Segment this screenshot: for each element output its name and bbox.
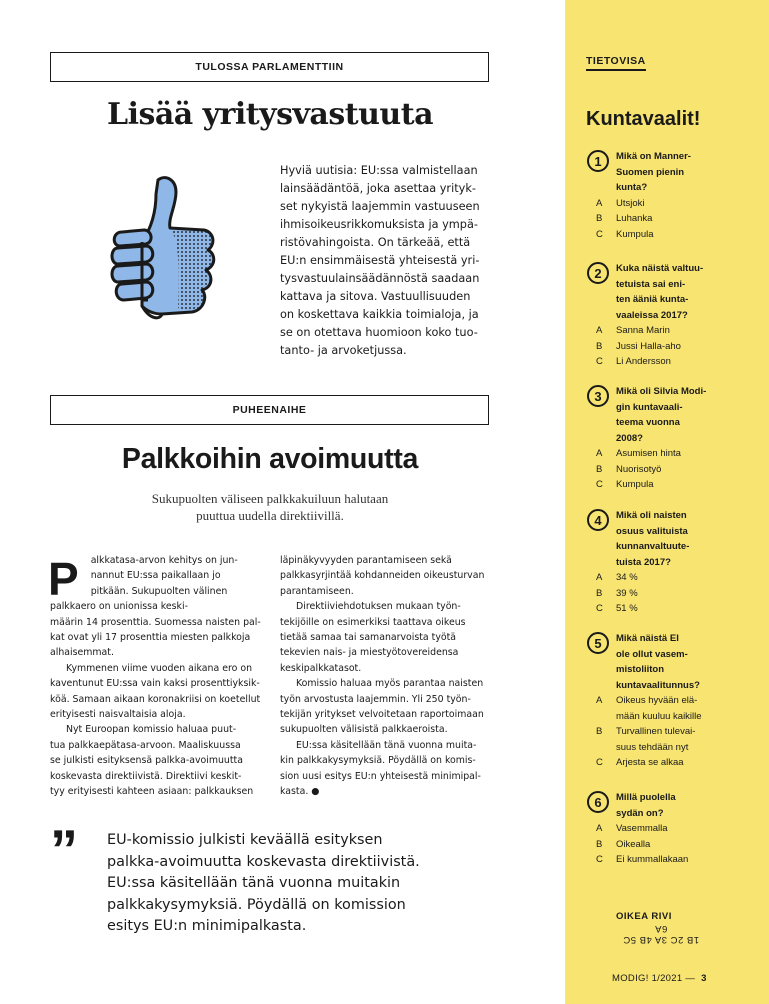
thumbs-up-icon (100, 170, 220, 332)
body-line: tekevien nais- ja miestyötovereidensa (280, 647, 459, 659)
article-title: Lisää yritysvastuuta (106, 97, 434, 132)
question-line: tuista 2017? (616, 556, 671, 568)
body-line: Komissio haluaa myös parantaa naisten (296, 678, 484, 690)
question-line: sydän on? (616, 807, 664, 819)
answer-option (596, 724, 696, 753)
option-text-line: Vasemmalla (616, 823, 668, 834)
answer-option (596, 755, 684, 771)
intro-line: on koskettava kaikkia toimialoja, ja (280, 308, 479, 321)
body-line: tua palkkaepätasa-arvoon. Maaliskuussa (50, 739, 241, 751)
answer-option (596, 339, 681, 355)
body-line: tietää samaa tai samanarvoista työtä (280, 632, 457, 644)
question-line: osuus valituista (616, 525, 688, 537)
option-letter: C (596, 228, 603, 240)
question-line: 2008? (616, 432, 643, 444)
body-line: Nyt Euroopan komissio haluaa puut- (66, 724, 237, 736)
body-column-2 (280, 553, 492, 800)
answer-option (596, 821, 668, 837)
body-line: palkkaero on unionissa keski- (50, 601, 188, 613)
lead-line: Sukupuolten väliseen palkkakuiluun halutaan (151, 491, 389, 506)
answer-option (596, 477, 654, 493)
body-line: nannut EU:ssa paikallaan jo (90, 570, 221, 582)
option-letter: A (596, 695, 603, 706)
body-line: palkkasyrjintää kohdanneiden oikeusturvan (280, 570, 485, 582)
body-line: alhaisemmat. (50, 647, 114, 659)
question-number-4: 4 (587, 509, 609, 531)
option-text (616, 323, 720, 339)
section-label-box (50, 395, 489, 425)
question-line: kunnanvaltuute- (616, 541, 690, 552)
option-letter: B (596, 213, 603, 224)
question-number-6: 6 (587, 791, 609, 813)
option-letter: A (596, 325, 603, 336)
question-line: Kuka näistä valtuu- (616, 263, 704, 274)
question-line: mistoliiton (616, 664, 665, 675)
answers-heading: OIKEA RIVI (616, 911, 672, 922)
option-text-line: 34 % (616, 572, 638, 583)
option-text-line: Luhanka (616, 213, 653, 224)
lead-text (120, 490, 420, 524)
question-line: teema vuonna (616, 417, 680, 428)
question-line: Suomen pienin (616, 166, 685, 178)
answer-option (596, 601, 638, 617)
question-number-2: 2 (587, 262, 609, 284)
option-letter: A (596, 448, 603, 459)
body-line: koskevasta direktiivistä. Direktiivi keskit- (50, 770, 242, 782)
body-line: köä. Samaan aikaan koronakriisi on koetellut (50, 693, 261, 705)
option-text (616, 446, 720, 462)
quote-mark-icon: ” (50, 818, 72, 881)
intro-line: ihmisoikeusrikkomuksista ja ympä- (280, 218, 478, 231)
question-line: Mikä on Manner- (616, 151, 691, 162)
question-line: ole ollut vasem- (616, 648, 688, 660)
option-text (616, 339, 720, 355)
answer-option (596, 323, 670, 339)
question-text (616, 631, 724, 693)
option-text-line: Asumisen hinta (616, 448, 681, 459)
intro-line: kattava ja sitova. Vastuullisuuden (280, 290, 471, 303)
option-text (616, 462, 720, 478)
question-number-1: 1 (587, 150, 609, 172)
question-line: Millä puolella (616, 792, 676, 803)
option-letter: A (596, 197, 603, 209)
option-text-line: Li Andersson (616, 356, 671, 367)
body-line: kaventunut EU:ssa vain kaksi prosenttiyksik- (50, 678, 260, 690)
option-text-line: Nuorisotyö (616, 463, 662, 475)
option-text (616, 211, 720, 227)
question-line: tetuista sai eni- (616, 278, 686, 290)
body-line: sion uusi esitys EU:n yhteisestä minimipal- (280, 770, 481, 782)
body-line: kat ovat yli 17 prosenttia miesten palkkoja (50, 632, 251, 644)
body-line: parantamiseen. (280, 585, 354, 597)
option-text (616, 354, 720, 370)
body-line: Kymmenen viime vuoden aikana ero on (66, 662, 253, 674)
option-text-line: Oikealla (616, 838, 651, 850)
option-text (616, 570, 720, 586)
option-letter: C (596, 854, 603, 865)
answer-option (596, 354, 671, 370)
answer-option (596, 227, 654, 243)
body-line: kasta. ● (280, 786, 320, 798)
option-text (616, 196, 720, 212)
intro-line: EU:n ensimmäisestä yhteisestä yri- (280, 254, 480, 267)
question-line: gin kuntavaali- (616, 401, 683, 413)
section-label-box (50, 52, 489, 82)
answer-option (596, 462, 662, 478)
question-text (616, 149, 724, 196)
option-text-line: Kumpula (616, 228, 654, 240)
question-line: vaaleissa 2017? (616, 309, 688, 321)
answer-option (596, 211, 653, 227)
body-line: sukupuolten välisistä palkkaeroista. (280, 724, 448, 736)
option-text-line: Turvallinen tulevai- (616, 726, 696, 737)
body-line: se julkisti esityksensä palkka-avoimuutta (50, 755, 243, 767)
option-letter: A (596, 572, 603, 583)
body-line: erityisesti naisvaltaisia aloja. (50, 709, 186, 721)
option-text-line: Kumpula (616, 479, 654, 490)
answer-option (596, 693, 702, 722)
option-text-line: Sanna Marin (616, 325, 670, 336)
answer-option (596, 837, 651, 853)
answer-option (596, 446, 681, 462)
option-text-line: Jussi Halla-aho (616, 340, 681, 352)
option-letter: A (596, 823, 603, 834)
intro-line: tysvastuulainsäädännöstä saadaan (280, 272, 480, 285)
option-text (616, 227, 720, 243)
option-text (616, 586, 720, 602)
page-number: 3 (701, 973, 707, 984)
quote-line: EU-komissio julkisti keväällä esityksen (107, 832, 383, 848)
option-text-line: Arjesta se alkaa (616, 757, 684, 768)
article-title: Palkkoihin avoimuutta (121, 443, 419, 475)
option-letter: C (596, 356, 603, 367)
section-label: PUHEENAIHE (232, 404, 307, 416)
option-letter: C (596, 479, 603, 490)
section-label: TULOSSA PARLAMENTTIIN (195, 61, 344, 73)
option-text (616, 601, 720, 617)
option-text (616, 724, 720, 755)
body-line: läpinäkyvyyden parantamiseen sekä (280, 555, 452, 566)
body-line: alkkatasa-arvon kehitys on jun- (90, 555, 238, 566)
lead-line: puuttua uudella direktiivillä. (196, 508, 344, 523)
question-number-3: 3 (587, 385, 609, 407)
option-letter: B (596, 587, 603, 599)
body-line: Direktiiviehdotuksen mukaan työn- (296, 601, 461, 613)
body-line: kin palkkakysymyksiä. Pöydällä on komis- (280, 755, 476, 767)
option-text (616, 477, 720, 493)
intro-line: tanto- ja arvoketjussa. (280, 344, 407, 357)
answer-option (596, 586, 638, 602)
question-line: kuntavaalitunnus? (616, 679, 700, 691)
option-text-line: 39 % (616, 587, 638, 599)
question-line: kunta? (616, 182, 648, 193)
option-letter: B (596, 340, 603, 352)
question-text (616, 384, 724, 446)
quiz-tag: TIETOVISA (586, 55, 646, 71)
question-text (616, 790, 724, 821)
body-line: tekijöille on esimerkiksi taattava oikeus (280, 616, 466, 628)
question-line: Mikä oli naisten (616, 510, 687, 521)
quote-line: EU:ssa käsitellään tänä vuonna muitakin (107, 875, 401, 891)
question-line: Mikä näistä EI (616, 633, 679, 644)
option-letter: C (596, 757, 603, 768)
intro-line: ristövahingoista. On tärkeää, että (280, 236, 471, 249)
option-letter: B (596, 838, 603, 850)
question-text (616, 261, 724, 323)
option-letter: B (596, 463, 603, 475)
body-line: keskipalkkatasot. (280, 662, 362, 674)
option-text-line: 51 % (616, 603, 638, 614)
quote-line: esitys EU:n minimipalkasta. (107, 918, 307, 934)
body-line: työn arvostusta laajemmin. Yli 250 työn- (280, 693, 471, 705)
intro-line: lainsäädäntöä, joka asettaa yrityk- (280, 182, 476, 195)
option-text (616, 852, 720, 868)
issue-label: MODIG! 1/2021 — (612, 973, 696, 984)
option-text (616, 837, 720, 853)
quote-line: palkka-avoimuutta koskevasta direktiivistä. (107, 853, 420, 870)
body-line: tekijän yritykset velvoitetaan raportoimaan (280, 709, 484, 721)
answer-option (596, 852, 689, 868)
question-line: ten ääniä kunta- (616, 294, 689, 305)
option-text-line: Oikeus hyvään elä- (616, 695, 698, 706)
option-text (616, 755, 720, 771)
drop-cap: P (48, 553, 79, 605)
quote-line: palkkakysymyksiä. Pöydällä on komission (107, 896, 406, 913)
pull-quote (107, 830, 447, 938)
body-line: tyy erityisesti kahteen asiaan: palkkauksen (50, 786, 254, 798)
body-line: EU:ssa käsitellään tänä vuonna muita- (296, 739, 477, 751)
intro-line: Hyviä uutisia: EU:ssa valmistellaan (280, 164, 478, 177)
body-column-1 (50, 553, 265, 800)
question-number-5: 5 (587, 632, 609, 654)
option-text (616, 821, 720, 837)
intro-line: se on otettava huomioon koko tuo- (280, 326, 478, 339)
question-text (616, 508, 724, 570)
option-text-line: Ei kummallakaan (616, 854, 689, 865)
option-text (616, 693, 720, 724)
option-text-line: Utsjoki (616, 197, 645, 209)
option-letter: C (596, 603, 603, 614)
page-footer (612, 973, 707, 984)
answer-option (596, 570, 638, 586)
quiz-title: Kuntavaalit! (586, 108, 701, 130)
option-letter: B (596, 726, 603, 737)
answer-option (596, 196, 645, 212)
option-text-line: suus tehdään nyt (616, 741, 689, 753)
option-text-line: mään kuuluu kaikille (616, 710, 702, 722)
intro-text (280, 162, 492, 360)
intro-line: set nykyistä laajemmin vastuuseen (280, 200, 480, 213)
question-line: Mikä oli Silvia Modi- (616, 386, 707, 397)
answers-upside-down: 1B 2C 3A 4B 5C 6A (622, 923, 700, 945)
body-line: määrin 14 prosenttia. Suomessa naisten pal- (50, 616, 261, 628)
body-line: pitkään. Sukupuolten välinen (90, 585, 228, 597)
